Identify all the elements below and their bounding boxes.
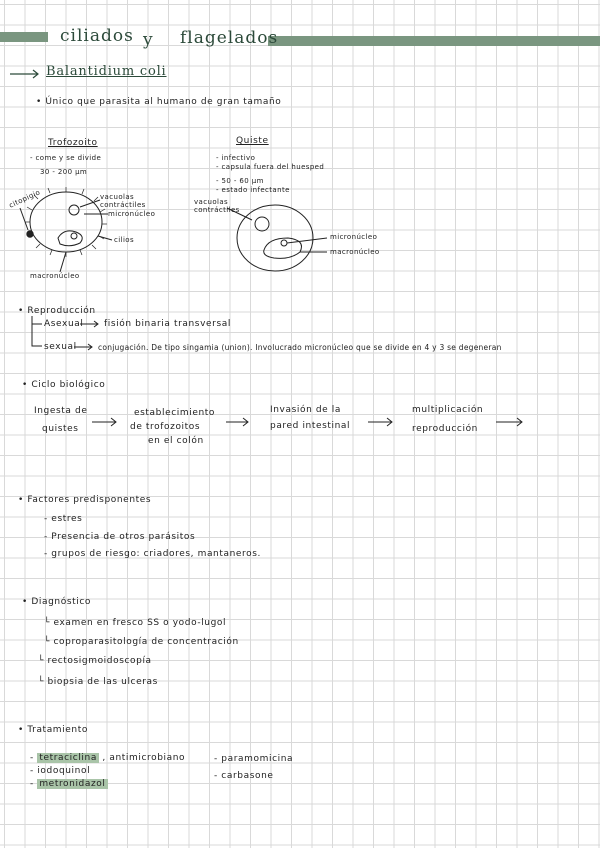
ciclo-step-2c: en el colón: [148, 436, 204, 446]
ciclo-step-2a: establecimiento: [134, 408, 216, 418]
subtitle-arrow: [10, 70, 38, 78]
tratamiento-item-1-dash: -: [30, 753, 38, 763]
ciclo-step-3b: pared intestinal: [270, 421, 351, 431]
tratamiento-item-2: [30, 766, 90, 776]
subtitle: Balantidium coli: [46, 64, 167, 79]
quiste-line-1: - infectivo: [216, 154, 256, 162]
trofozoito-line-1: - come y se divide: [30, 154, 102, 162]
trofozoito-line-2: 30 - 200 µm: [40, 168, 88, 176]
label-macronucleo-quiste: macronúcleo: [330, 248, 380, 256]
label-citopigio: citopigio: [7, 188, 42, 210]
sexual-label: sexual: [44, 342, 77, 352]
reproduccion-heading: • Reproducción: [18, 306, 96, 316]
ciclo-step-2b: de trofozoitos: [130, 422, 201, 432]
trofozoito-diagram: [20, 187, 112, 272]
intro-line: • Único que parasita al humano de gran tamaño: [36, 97, 282, 107]
tratamiento-heading: • Tratamiento: [18, 725, 88, 735]
title-word-2: y: [143, 30, 154, 50]
label-cilios: cilios: [114, 236, 135, 244]
tratamiento-right-1: - paramomicina: [214, 754, 294, 764]
factores-item-2: - Presencia de otros parásitos: [44, 532, 196, 542]
ciclo-step-1a: Ingesta de: [34, 406, 88, 416]
diagnostico-item-4: └ biopsia de las ulceras: [38, 677, 158, 687]
quiste-line-3: - 50 - 60 µm: [216, 177, 264, 185]
quiste-diagram: [227, 205, 327, 271]
ciclo-step-1b: quistes: [42, 424, 79, 434]
tratamiento-right-2: - carbasone: [214, 771, 274, 781]
label-micronucleo-trof: micronúcleo: [108, 210, 156, 218]
asexual-text: fisión binaria transversal: [104, 319, 231, 329]
label-vacuolas-quiste: vacuolas contráctiles: [194, 198, 240, 214]
asexual-label: Asexual: [44, 319, 84, 329]
ciclo-step-4a: multiplicación: [412, 405, 484, 415]
ciclo-heading: • Ciclo biológico: [22, 380, 106, 390]
tratamiento-item-2-dash: -: [30, 766, 38, 776]
factores-item-3: - grupos de riesgo: criadores, mantaneros.: [44, 549, 262, 559]
tratamiento-item-1-rest: , antimicrobiano: [98, 753, 186, 763]
label-vacuolas-trof: vacuolas contráctiles: [100, 193, 146, 209]
diagnostico-item-2: └ coproparasitología de concentración: [44, 637, 239, 647]
factores-item-1: - estres: [44, 514, 83, 524]
title-word-1: ciliados: [60, 26, 134, 46]
quiste-heading: Quiste: [236, 136, 269, 146]
tratamiento-item-1-highlight: tetraciclina: [39, 753, 97, 763]
quiste-line-4: - estado infectante: [216, 186, 290, 194]
quiste-line-2: - capsula fuera del huesped: [216, 163, 325, 171]
title-word-3: flagelados: [180, 28, 279, 48]
ciclo-step-3a: Invasión de la: [270, 405, 341, 415]
sexual-text: conjugación. De tipo singamia (union). Involucrado micronúcleo que se divide en 4 y 3 se degeneran: [98, 343, 502, 352]
trofozoito-heading: Trofozoito: [48, 138, 98, 148]
tratamiento-item-3-dash: -: [30, 779, 38, 789]
label-micronucleo-quiste: micronúcleo: [330, 233, 378, 241]
tratamiento-item-3: [30, 779, 108, 789]
label-macronucleo-trof: macronúcleo: [30, 272, 80, 280]
factores-heading: • Factores predisponentes: [18, 495, 152, 505]
diagnostico-item-1: └ examen en fresco SS o yodo-lugol: [44, 618, 227, 628]
tratamiento-item-3-highlight: metronidazol: [39, 779, 106, 789]
tratamiento-item-2-rest: iodoquinol: [37, 766, 91, 776]
diagnostico-heading: • Diagnóstico: [22, 597, 92, 607]
ciclo-step-4b: reproducción: [412, 424, 478, 434]
tratamiento-item-1: [30, 753, 185, 763]
diagnostico-item-3: └ rectosigmoidoscopía: [38, 656, 152, 666]
